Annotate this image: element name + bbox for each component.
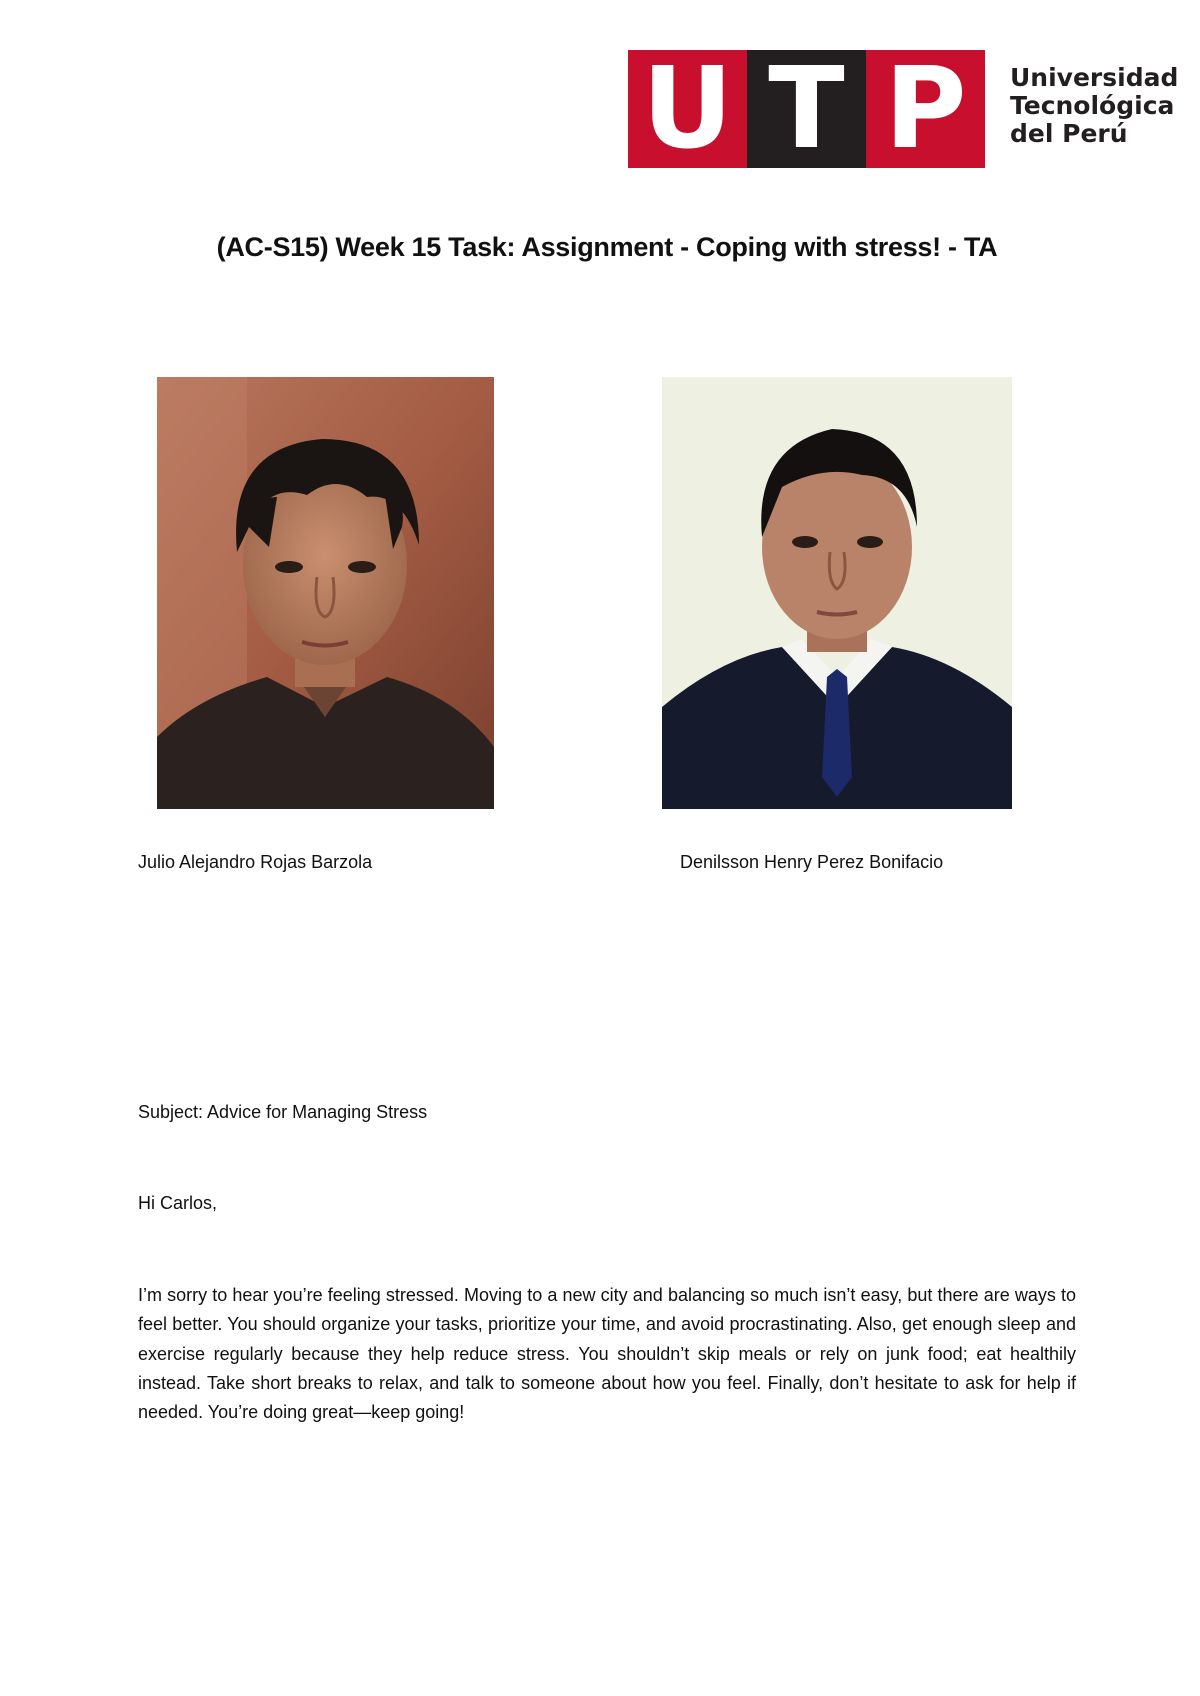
document-title: (AC-S15) Week 15 Task: Assignment - Coping with stress! - TA — [216, 232, 998, 262]
utp-logo — [628, 44, 1183, 174]
student-photo-julio — [157, 377, 494, 809]
student-name-2: Denilsson Henry Perez Bonifacio — [680, 852, 944, 872]
letter-subject: Subject: Advice for Managing Stress — [138, 1102, 428, 1122]
university-name-line-2: Tecnológica — [1010, 91, 1175, 120]
letter-greeting: Hi Carlos, — [138, 1193, 218, 1213]
utp-logo-mark — [628, 44, 985, 174]
university-name-line-3: del Perú — [1010, 119, 1128, 148]
university-name-line-1: Universidad — [1010, 63, 1179, 92]
student-name-1: Julio Alejandro Rojas Barzola — [138, 852, 373, 872]
university-name — [1010, 64, 1178, 148]
student-photo-denilsson — [662, 377, 1012, 809]
logo-letter-t: T — [747, 50, 866, 168]
logo-letter-u: U — [628, 50, 747, 168]
logo-letter-p: P — [866, 50, 985, 168]
letter-body: I’m sorry to hear you’re feeling stressed. Moving to a new city and balancing so much isn’t easy, but there are ways to feel better. You should organize your tasks, prioritize your time, and avoid procrastinating. Also, get enough sleep and exercise regularly because they help reduce stress. You shouldn’t skip meals or rely on junk food; eat healthily instead. Take short breaks to relax, and talk to someone about how you feel. Finally, don’t hesitate to ask for help if needed. You’re doing great—keep going! — [138, 1285, 1076, 1423]
